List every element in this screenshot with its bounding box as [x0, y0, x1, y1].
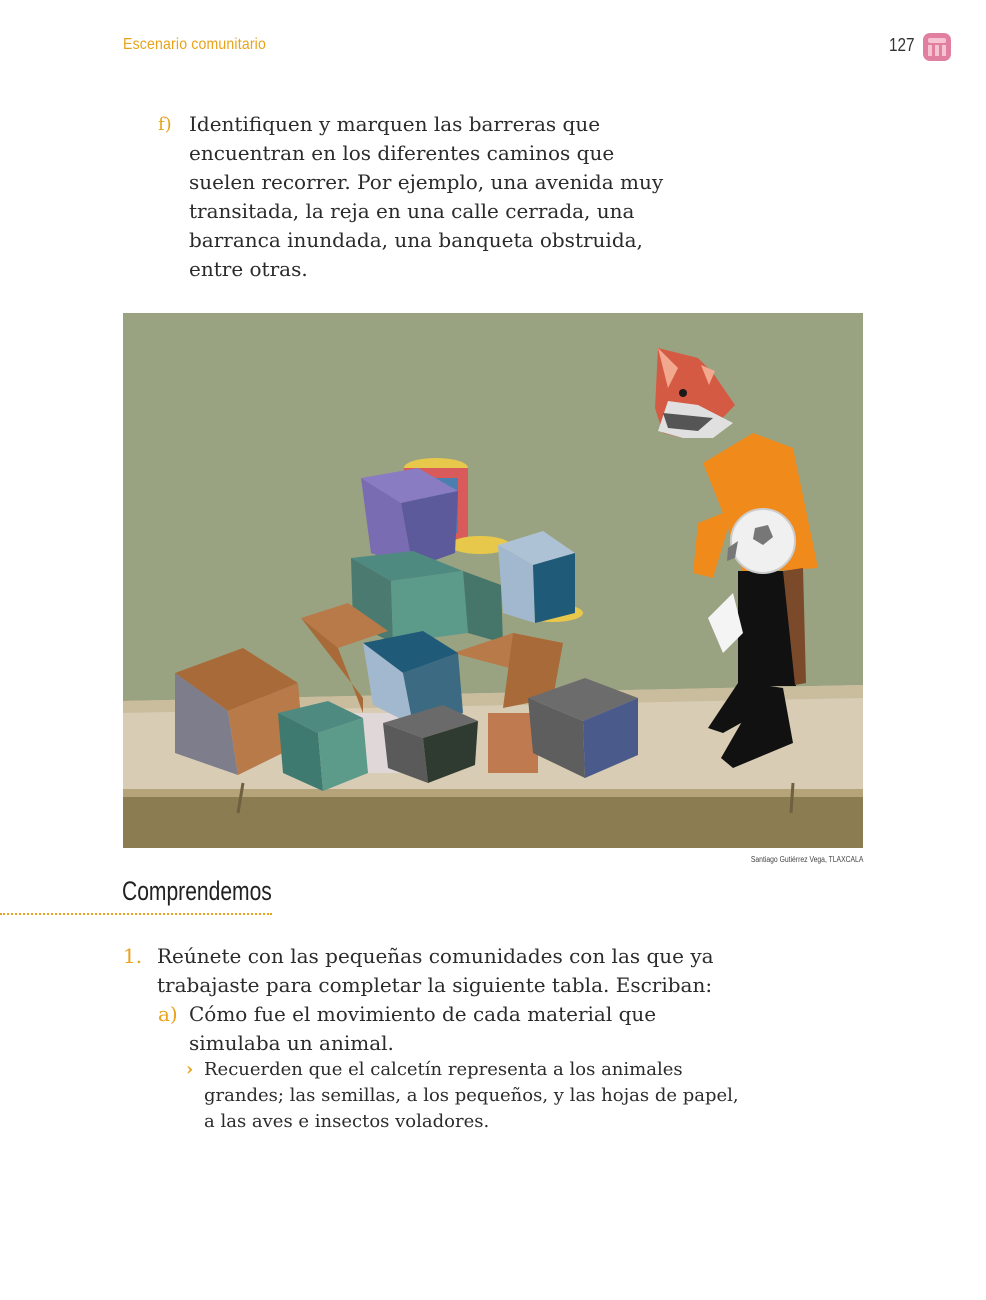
item-text: Cómo fue el movimiento de cada material que simulaba un animal.: [189, 1002, 657, 1055]
item-marker: f): [158, 114, 172, 135]
question-number: 1.: [123, 944, 143, 968]
illustration-fox-child-barrier: [123, 313, 863, 848]
question-text: Reúnete con las pequeñas comunidades con las que ya trabajaste para completar la siguiente tabla. Escriban:: [157, 944, 714, 997]
question-1-item-a: [158, 1000, 718, 1058]
section-title: Comprendemos: [122, 876, 272, 906]
activity-item-f: [158, 110, 678, 284]
illustration-credit: Santiago Gutiérrez Vega, TLAXCALA: [750, 855, 863, 864]
nahua-glyph-icon: [922, 32, 952, 62]
section-divider: [0, 913, 272, 915]
reminder-tip: [186, 1057, 746, 1135]
question-1: [123, 942, 743, 1000]
item-marker: a): [158, 1002, 178, 1026]
tip-marker: ›: [186, 1059, 194, 1080]
item-text: Identifiquen y marquen las barreras que encuentran en los diferentes caminos que suelen recorrer. Por ejemplo, una avenida muy transitada, la reja en una calle cerrada, una barranca inundada, una banqueta obstruida, entre otras.: [189, 112, 664, 281]
page-number: 127: [889, 35, 915, 55]
tip-text: Recuerden que el calcetín representa a los animales grandes; las semillas, a los pequeños, y las hojas de papel, a las aves e insectos voladores.: [204, 1059, 739, 1132]
running-header-section: Escenario comunitario: [123, 36, 266, 53]
